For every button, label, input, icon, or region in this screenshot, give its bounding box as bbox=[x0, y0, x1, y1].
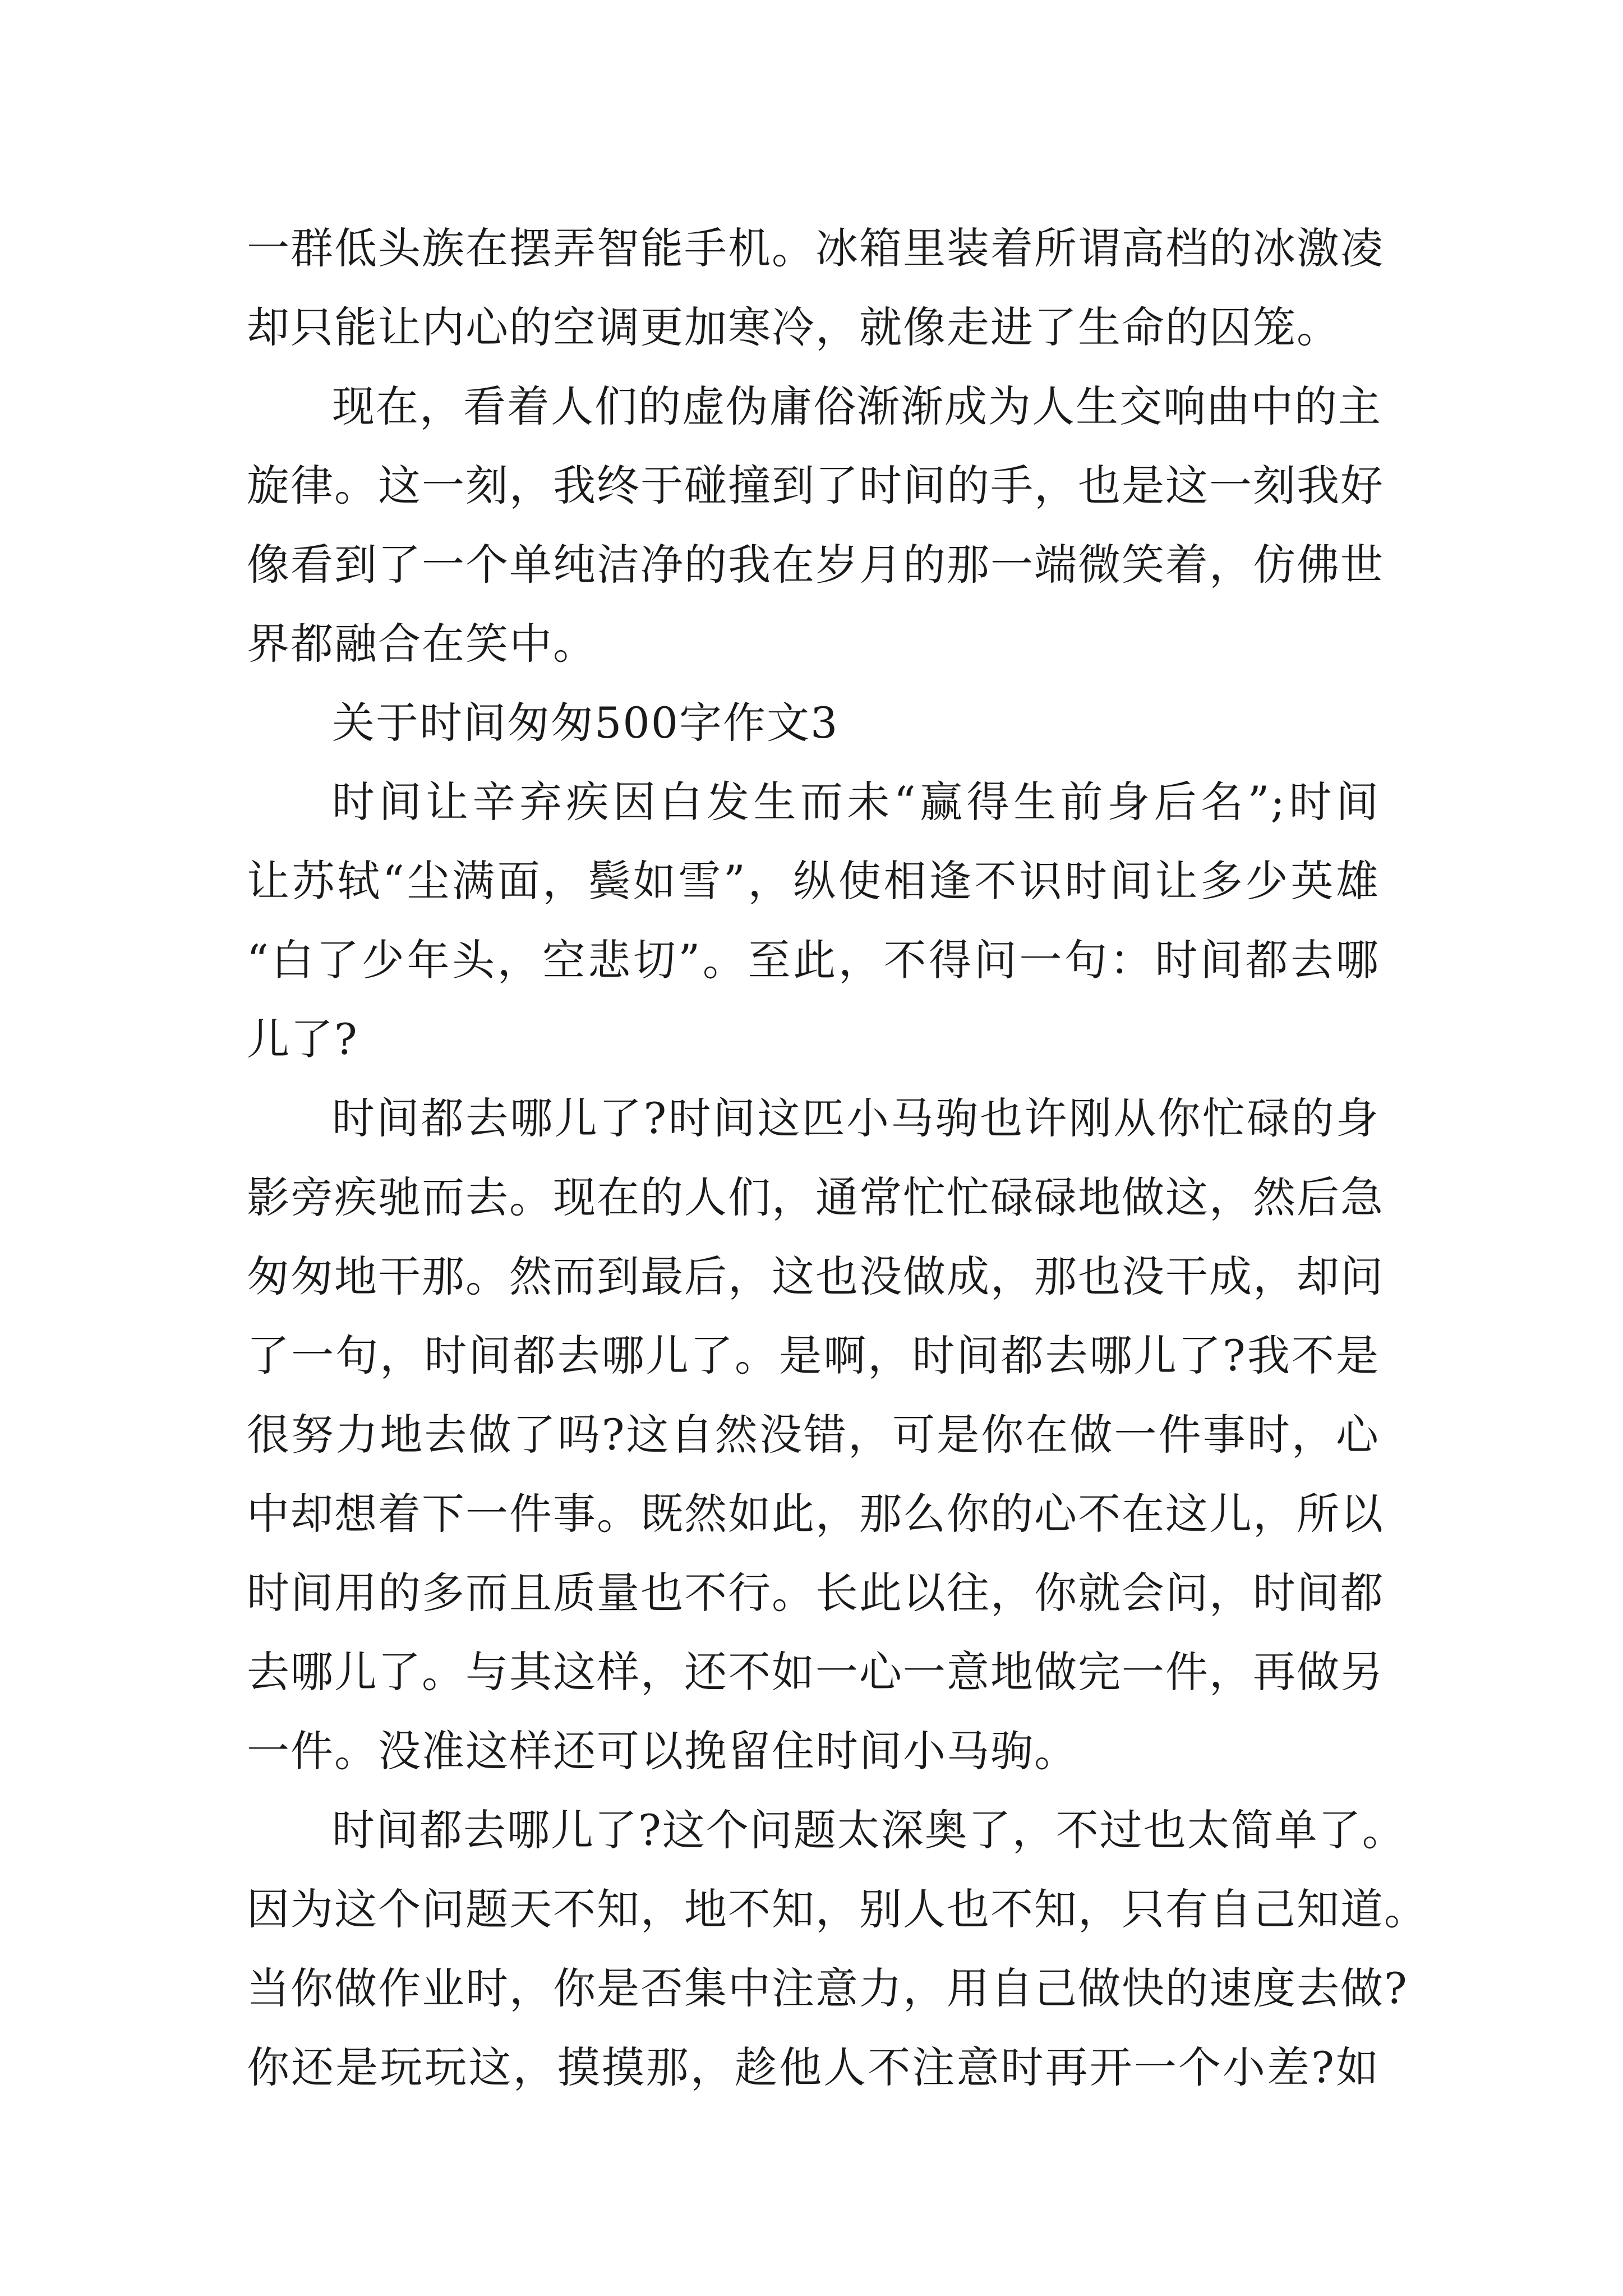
text-line: 现在，看着人们的虚伪庸俗渐渐成为人生交响曲中的主 bbox=[332, 381, 1382, 431]
text-line: 旋律。这一刻，我终于碰撞到了时间的手，也是这一刻我好 bbox=[247, 461, 1384, 510]
paragraph bbox=[247, 1791, 1428, 2107]
essay-body bbox=[247, 209, 1428, 2107]
text-line: 时间都去哪儿了?这个问题太深奥了，不过也太简单了。 bbox=[332, 1805, 1406, 1855]
text-line: 儿了? bbox=[247, 1014, 358, 1064]
text-line: 时间让辛弃疾因白发生而未“赢得生前身后名”;时间 bbox=[332, 777, 1380, 827]
text-line: 一群低头族在摆弄智能手机。冰箱里装着所谓高档的冰激凌 bbox=[247, 223, 1384, 273]
text-line: 中却想着下一件事。既然如此，那么你的心不在这儿，所以 bbox=[247, 1489, 1384, 1539]
text-line: 很努力地去做了吗?这自然没错，可是你在做一件事时，心 bbox=[247, 1410, 1380, 1460]
text-line: 去哪儿了。与其这样，还不如一心一意地做完一件，再做另 bbox=[247, 1647, 1384, 1697]
text-line: 影旁疾驰而去。现在的人们，通常忙忙碌碌地做这，然后急 bbox=[247, 1172, 1384, 1222]
text-line: 时间都去哪儿了?时间这匹小马驹也许刚从你忙碌的身 bbox=[332, 1093, 1380, 1143]
text-line: “白了少年头，空悲切”。至此，不得问一句：时间都去哪 bbox=[247, 935, 1380, 985]
section-heading bbox=[247, 683, 1380, 762]
text-line: 时间用的多而且质量也不行。长此以往，你就会问，时间都 bbox=[247, 1568, 1384, 1618]
text-line: 因为这个问题天不知，地不知，别人也不知，只有自己知道。 bbox=[247, 1884, 1428, 1934]
text-line: 你还是玩玩这，摸摸那，趁他人不注意时再开一个小差?如 bbox=[247, 2042, 1380, 2092]
heading-text: 关于时间匆匆500字作文3 bbox=[332, 698, 839, 748]
text-line: 像看到了一个单纯洁净的我在岁月的那一端微笑着，仿佛世 bbox=[247, 540, 1384, 590]
text-line: 了一句，时间都去哪儿了。是啊，时间都去哪儿了?我不是 bbox=[247, 1331, 1380, 1381]
text-line: 一件。没准这样还可以挽留住时间小马驹。 bbox=[247, 1726, 1078, 1776]
paragraph bbox=[247, 762, 1380, 1079]
text-line: 当你做作业时，你是否集中注意力，用自己做快的速度去做? bbox=[247, 1963, 1408, 2013]
text-line: 匆匆地干那。然而到最后，这也没做成，那也没干成，却问 bbox=[247, 1251, 1384, 1301]
text-line: 界都融合在笑中。 bbox=[247, 619, 597, 669]
paragraph bbox=[247, 1079, 1384, 1791]
paragraph bbox=[247, 367, 1384, 683]
text-line: 却只能让内心的空调更加寒冷，就像走进了生命的囚笼。 bbox=[247, 302, 1340, 352]
paragraph bbox=[247, 209, 1384, 367]
text-line: 让苏轼“尘满面，鬓如雪”，纵使相逢不识时间让多少英雄 bbox=[247, 856, 1380, 906]
